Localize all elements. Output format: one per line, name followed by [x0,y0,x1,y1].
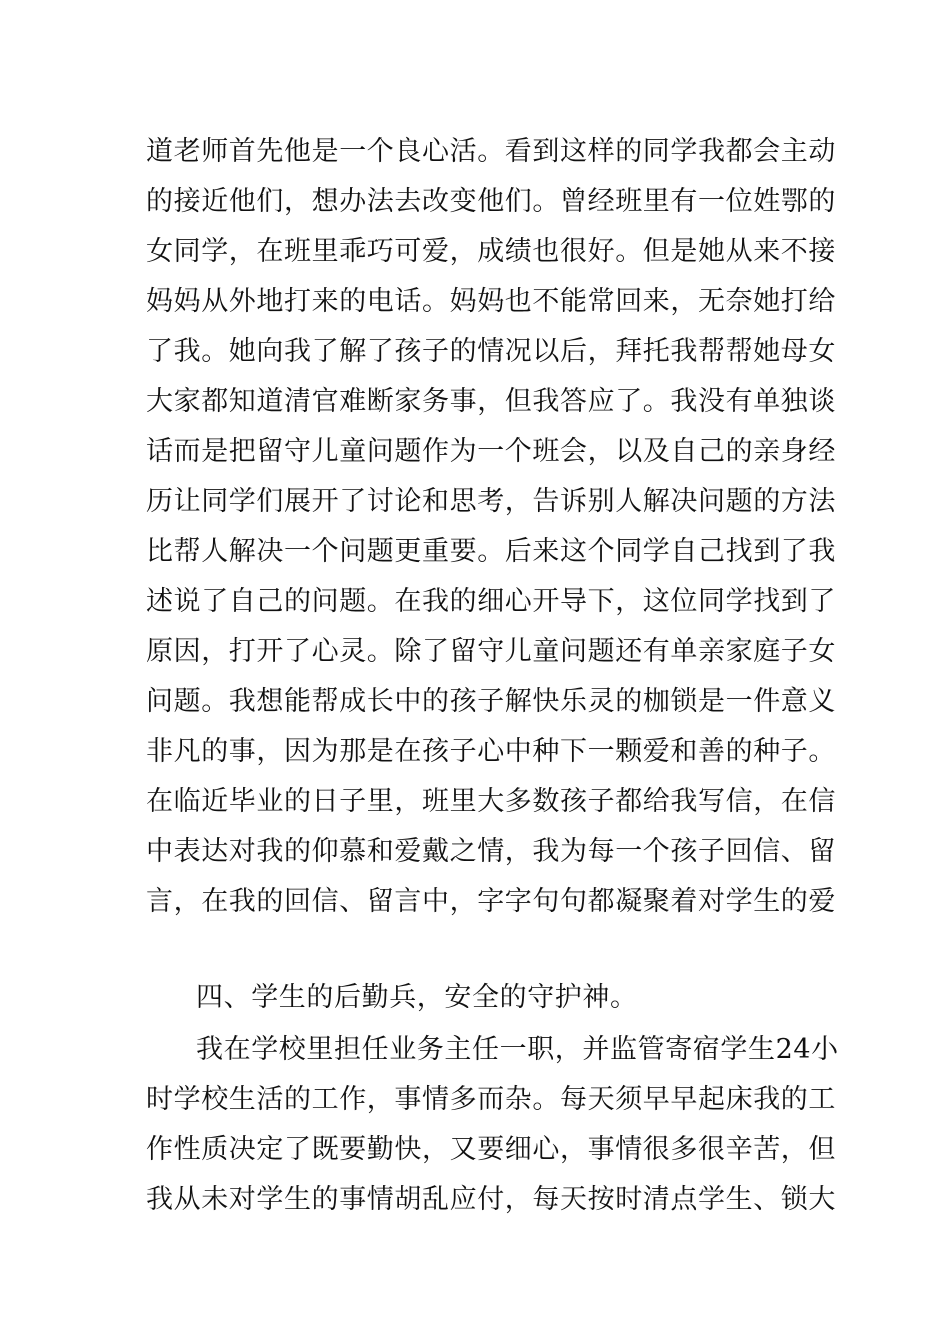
text-line: 历让同学们展开了讨论和思考，告诉别人解决问题的方法 [146,486,836,517]
text-line: 的接近他们，想办法去改变他们。曾经班里有一位姓鄂的 [146,186,836,217]
text-line: 言，在我的回信、留言中，字字句句都凝聚着对学生的爱 [146,886,836,917]
text-line: 我在学校里担任业务主任一职，并监管寄宿学生24小 [196,1034,839,1065]
text-line: 原因，打开了心灵。除了留守儿童问题还有单亲家庭子女 [146,636,836,667]
text-line: 话而是把留守儿童问题作为一个班会，以及自己的亲身经 [146,436,836,467]
text-line: 时学校生活的工作，事情多而杂。每天须早早起床我的工 [146,1084,836,1115]
text-line: 问题。我想能帮成长中的孩子解快乐灵的枷锁是一件意义 [146,686,836,717]
text-line: 道老师首先他是一个良心活。看到这样的同学我都会主动 [146,136,836,167]
text-line: 在临近毕业的日子里，班里大多数孩子都给我写信，在信 [146,786,836,817]
text-line: 述说了自己的问题。在我的细心开导下，这位同学找到了 [146,586,836,617]
text-line: 了我。她向我了解了孩子的情况以后，拜托我帮帮她母女 [146,336,836,367]
section-heading: 四、学生的后勤兵，安全的守护神。 [196,982,638,1013]
text-line: 中表达对我的仰慕和爱戴之情，我为每一个孩子回信、留 [146,836,836,867]
text-line: 大家都知道清官难断家务事，但我答应了。我没有单独谈 [146,386,836,417]
text-line: 比帮人解决一个问题更重要。后来这个同学自己找到了我 [146,536,836,567]
text-line: 作性质决定了既要勤快，又要细心，事情很多很辛苦，但 [146,1134,836,1165]
text-line: 妈妈从外地打来的电话。妈妈也不能常回来，无奈她打给 [146,286,836,317]
text-line: 非凡的事，因为那是在孩子心中种下一颗爱和善的种子。 [146,736,836,767]
text-line: 我从未对学生的事情胡乱应付，每天按时清点学生、锁大 [146,1184,836,1215]
text-line: 女同学，在班里乖巧可爱，成绩也很好。但是她从来不接 [146,236,836,267]
